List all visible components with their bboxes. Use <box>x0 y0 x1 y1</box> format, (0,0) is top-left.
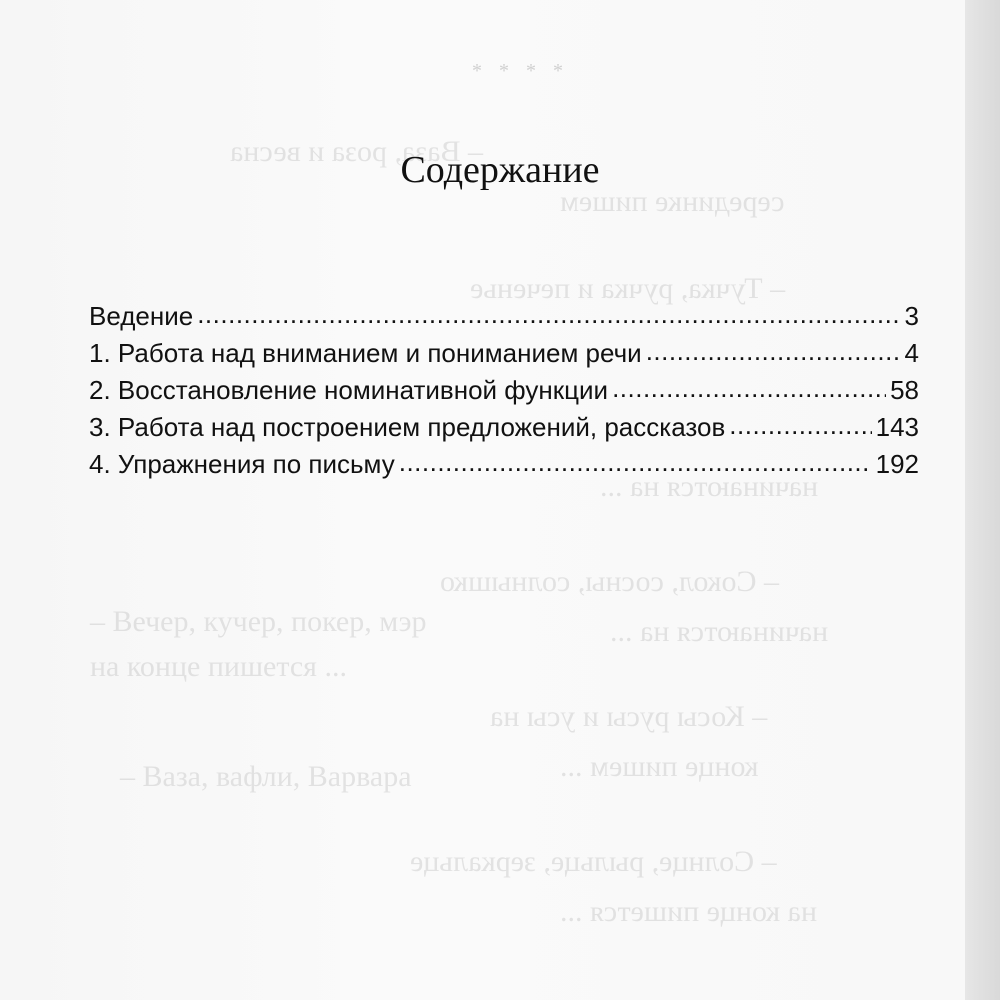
toc-entry-page: 4 <box>904 338 919 368</box>
bleed-through-line: начинаются на ... <box>610 615 829 648</box>
toc-entry-title: 1. Работа над вниманием и пониманием речи <box>89 338 642 368</box>
toc-entry <box>89 446 919 483</box>
toc-entry-page: 3 <box>904 301 919 331</box>
bleed-through-line: начинаются на ... <box>600 470 819 503</box>
page-edge-shadow <box>965 0 1000 1000</box>
toc-entry-title: 2. Восстановление номинативной функции <box>89 375 609 405</box>
bleed-through-line: серединке пишем <box>560 185 785 218</box>
bleed-through-line: – Ваза, роза и весна <box>230 135 483 168</box>
bleed-through-line: – Ваза, вафли, Варвара <box>120 760 412 793</box>
toc-entry <box>89 372 919 409</box>
table-of-contents <box>89 298 919 483</box>
dot-leader <box>612 370 886 407</box>
dot-leader <box>729 407 871 444</box>
bleed-through-line: – Вечер, кучер, покер, мэр <box>90 605 427 638</box>
dot-leader <box>197 296 900 333</box>
dot-leader <box>399 444 872 481</box>
toc-entry <box>89 409 919 446</box>
toc-entry-page: 192 <box>875 449 919 479</box>
dot-leader <box>646 333 901 370</box>
toc-entry <box>89 335 919 372</box>
toc-entry-title: Ведение <box>89 301 194 331</box>
bleed-through-line: – Сокол, сосны, солнышко <box>440 565 779 598</box>
bleed-through-line: – Солнце, рыльце, зеркальце <box>410 845 777 878</box>
toc-entry-title: 3. Работа над построением предложений, рассказов <box>89 412 726 442</box>
toc-entry-title: 4. Упражнения по письму <box>89 449 395 479</box>
bleed-through-line: – Косы русы и усы на <box>490 700 768 733</box>
bleed-through-line: на конце пишется ... <box>560 895 817 928</box>
toc-entry <box>89 298 919 335</box>
toc-entry-page: 58 <box>890 375 919 405</box>
bleed-through-line: – Тучка, ручка и печенье <box>470 272 786 305</box>
decorative-stars: * * * * <box>472 60 569 82</box>
bleed-through-line: на конце пишется ... <box>90 650 347 683</box>
page-title: Содержание <box>400 149 600 191</box>
bleed-through-line: конце пишем ... <box>560 750 759 783</box>
toc-entry-page: 143 <box>875 412 919 442</box>
